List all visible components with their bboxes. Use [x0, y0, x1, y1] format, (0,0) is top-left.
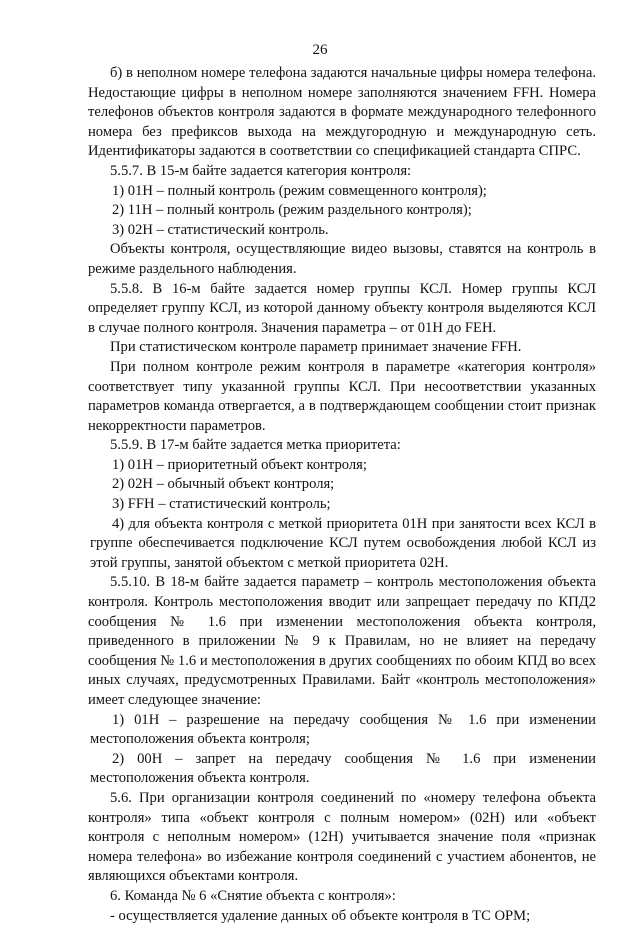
- page-number: 26: [312, 42, 328, 58]
- list-item: 2) 00Н – запрет на передачу сообщения № 1.6 при изменении местоположения объекта контроля.: [90, 750, 596, 787]
- list-item: 3) 02Н – статистический контроль.: [112, 221, 329, 238]
- paragraph: При статистическом контроле параметр принимает значение FFH.: [110, 339, 522, 356]
- paragraph: Объекты контроля, осуществляющие видео вызовы, ставятся на контроль в режиме раздельного наблюдения.: [88, 241, 596, 277]
- list-item: 1) 01Н – приоритетный объект контроля;: [112, 456, 367, 473]
- list-item: 2) 11Н – полный контроль (режим раздельного контроля);: [112, 202, 472, 219]
- paragraph: 5.5.8. В 16-м байте задается номер группы КСЛ. Номер группы КСЛ определяет группу КСЛ, из которой данному объекту контроля выделяются КСЛ в случае полного контроля. Значения параметра – от 01Н до FEH.: [88, 280, 596, 336]
- list-item: 1) 01Н – разрешение на передачу сообщения № 1.6 при изменении местоположения объекта контроля;: [90, 711, 596, 748]
- list-item: 1) 01Н – полный контроль (режим совмещенного контроля);: [112, 182, 487, 199]
- list-item: 3) FFH – статистический контроль;: [112, 496, 331, 513]
- list-item: 2) 02Н – обычный объект контроля;: [112, 476, 335, 493]
- paragraph: При полном контроле режим контроля в параметре «категория контроля» соответствует типу указанной группы КСЛ. При несоответствии указанных параметров команда отвергается, а в подтверждающем сообщении стоит признак некорректности параметров.: [88, 358, 596, 434]
- paragraph: 5.5.7. В 15-м байте задается категория контроля:: [110, 162, 412, 179]
- paragraph: 5.6. При организации контроля соединений по «номеру телефона объекта контроля» типа «объект контроля с полным номером» (02Н) или «объект контроля с неполным номером» (12Н) учитывается значение поля «признак номера телефона» во избежание контроля соединений с участием абонентов, не являющихся объектами контроля.: [88, 789, 596, 885]
- list-item: 4) для объекта контроля с меткой приоритета 01Н при занятости всех КСЛ в группе обеспечивается подключение КСЛ путем освобождения любой КСЛ из этой группы, занятой объектом с меткой приоритета 02Н.: [90, 515, 596, 571]
- paragraph: - осуществляется удаление данных об объекте контроля в ТС ОРМ;: [110, 907, 531, 924]
- paragraph: 5.5.10. В 18-м байте задается параметр – контроль местоположения объекта контроля. Контроль местоположения вводит или запрещает передачу по КПД2 сообщения № 1.6 при изменении местоположения объекта контроля, приведенного в приложении № 9 к Правилам, но не влияет на передачу сообщения № 1.6 и местоположения в других сообщениях по обоим КПД во всех иных случаях, предусмотренных Правилами. Байт «контроль местоположения» имеет следующее значение:: [88, 574, 596, 708]
- paragraph: б) в неполном номере телефона задаются начальные цифры номера телефона. Недостающие цифры в неполном номере заполняются значением FFH. Номера телефонов объектов контроля задаются в формате международного телефонного номера без префиксов выхода на междугородную и международную сеть. Идентификаторы задаются в соответствии со спецификацией стандарта СПРС.: [88, 65, 596, 160]
- paragraph: 5.5.9. В 17-м байте задается метка приоритета:: [110, 437, 401, 454]
- paragraph: 6. Команда № 6 «Снятие объекта с контроля»:: [110, 887, 396, 904]
- document-body: [88, 64, 596, 926]
